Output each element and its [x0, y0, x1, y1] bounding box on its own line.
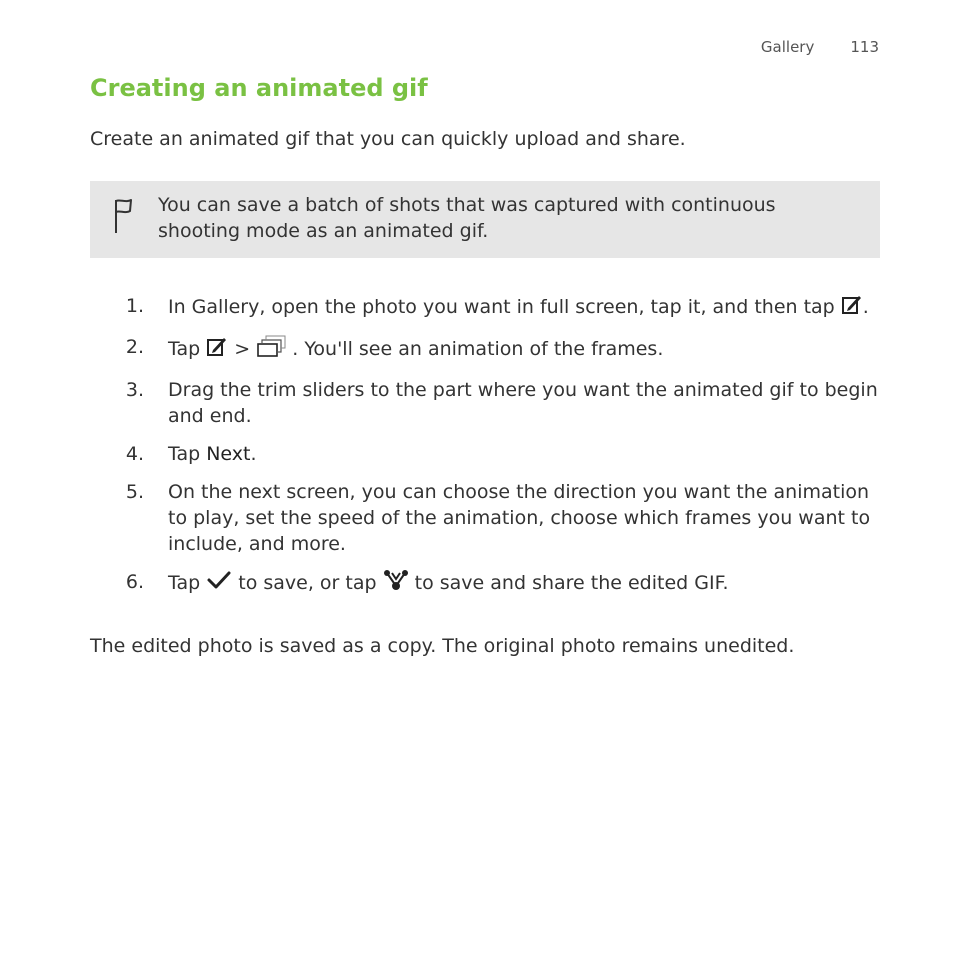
share-icon [383, 569, 409, 598]
step-number: 2. [125, 336, 144, 358]
page-header [761, 38, 879, 56]
step-text: On the next screen, you can choose the direction you want the animation to play, set the speed of the animation, choose which frames you want to include, and more. [168, 481, 871, 555]
step-4 [90, 441, 880, 467]
intro-text: Create an animated gif that you can quickly upload and share. [90, 128, 686, 150]
step-6 [90, 569, 880, 598]
flag-icon [112, 197, 134, 239]
edit-icon [841, 293, 863, 322]
frames-icon [256, 334, 286, 365]
step-text: Drag the trim sliders to the part where you want the animated gif to begin and end. [168, 379, 878, 427]
steps-list [90, 293, 880, 610]
step-1 [90, 293, 880, 322]
step-5 [90, 479, 880, 557]
note-box [90, 181, 880, 258]
edit-icon [206, 335, 228, 364]
step-text: Tap to save, or tap to save and share the edited GIF. [168, 569, 880, 598]
step-3 [90, 377, 880, 429]
page-number: 113 [850, 38, 879, 56]
step-2 [90, 334, 880, 365]
step-text: Tap Next. [168, 443, 257, 465]
step-number: 3. [125, 379, 144, 401]
checkmark-icon [206, 570, 232, 597]
step-text: Tap > . You'll see an animation of the frames. [168, 334, 880, 365]
header-section: Gallery [760, 38, 815, 56]
step-number: 1. [125, 295, 144, 317]
step-text: In Gallery, open the photo you want in full screen, tap it, and then tap . [168, 293, 880, 322]
outro-text: The edited photo is saved as a copy. The original photo remains unedited. [90, 635, 795, 657]
step-number: 4. [125, 443, 144, 465]
next-label: Next [206, 443, 251, 465]
page-title: Creating an animated gif [90, 74, 428, 102]
step-number: 5. [125, 481, 144, 503]
note-text: You can save a batch of shots that was captured with continuous shooting mode as an animated gif. [158, 194, 776, 242]
step-number: 6. [125, 571, 144, 593]
